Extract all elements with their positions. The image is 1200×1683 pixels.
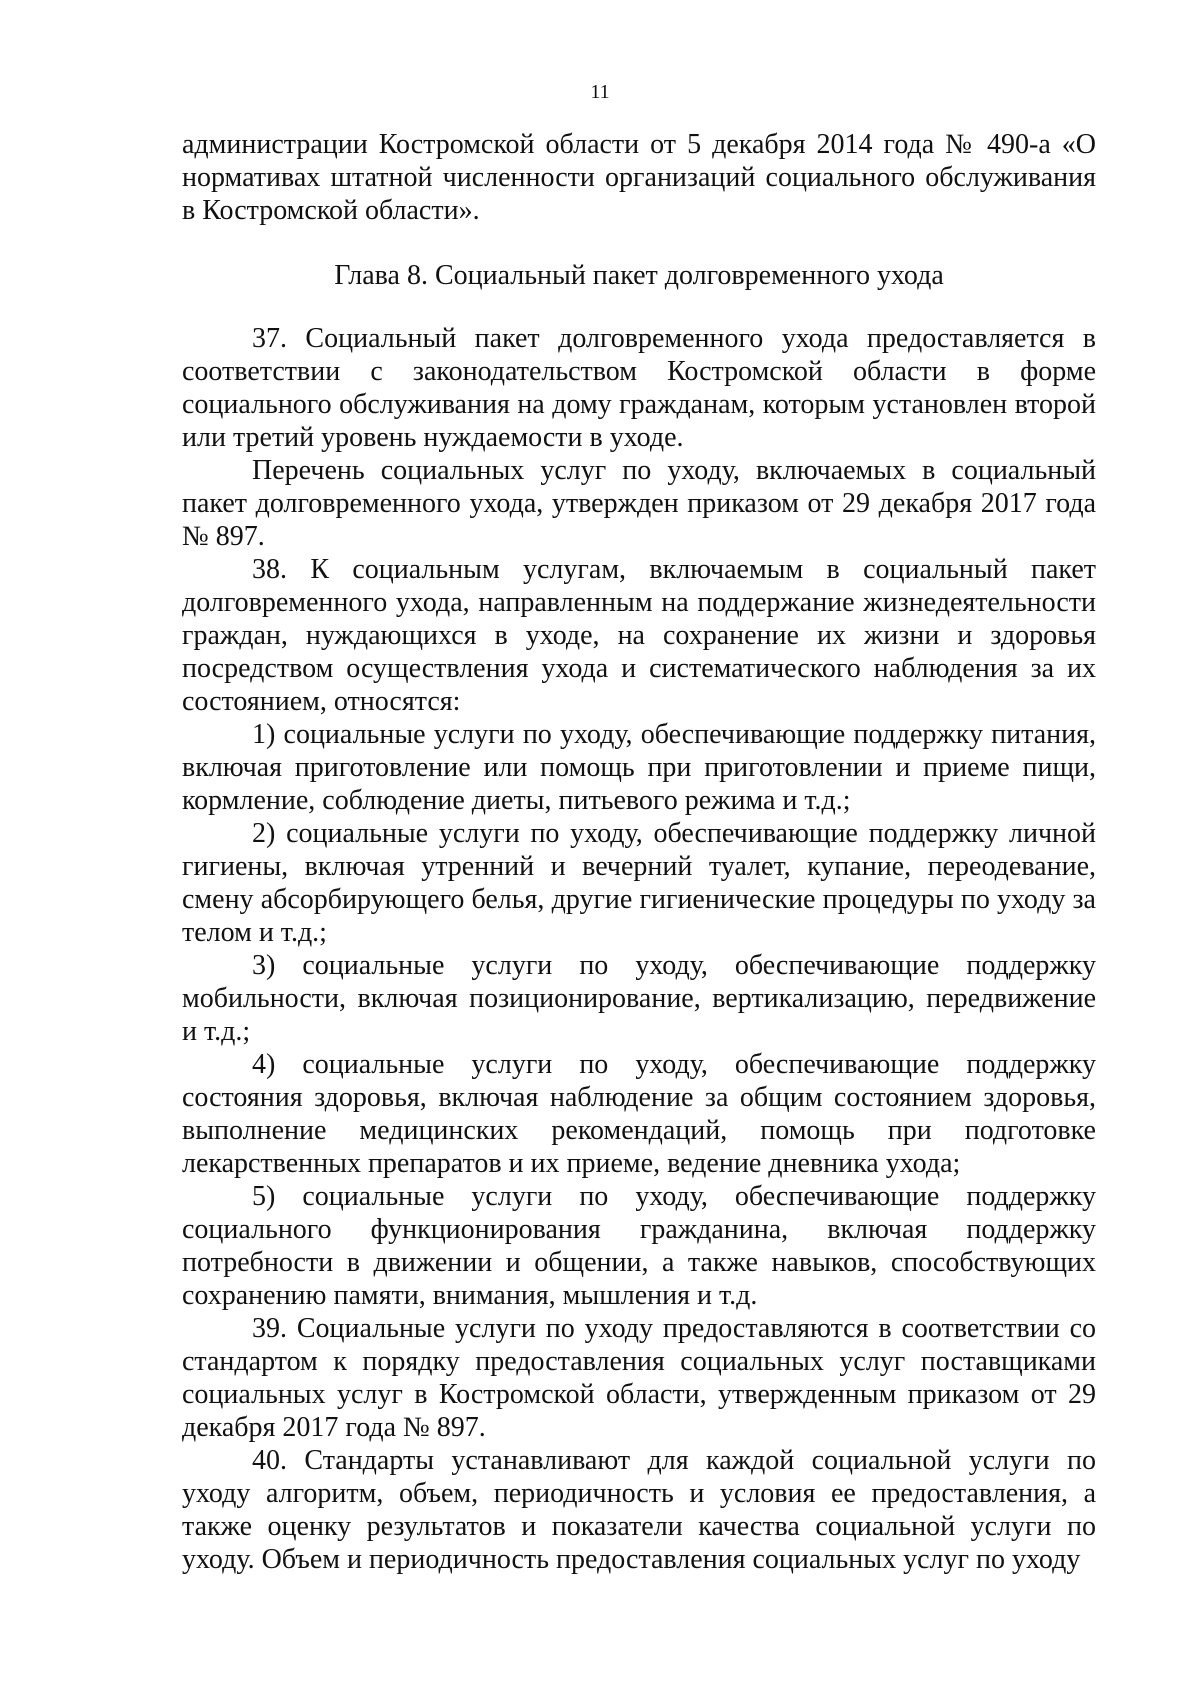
paragraph-37: 37. Социальный пакет долговременного ухода предоставляется в соответствии с законодательством Костромской области в форме социального обслуживания на дому гражданам, которым установлен второй или третий уровень нуждаемости в уходе. xyxy=(182,323,1096,453)
list-item-2: 2) социальные услуги по уходу, обеспечивающие поддержку личной гигиены, включая утренний и вечерний туалет, купание, переодевание, смену абсорбирующего белья, другие гигиенические процедуры по уходу за телом и т.д.; xyxy=(182,818,1096,948)
chapter-heading: Глава 8. Социальный пакет долговременного ухода xyxy=(334,260,944,291)
paragraph-37-list: Перечень социальных услуг по уходу, включаемых в социальный пакет долговременного ухода, утвержден приказом от 29 декабря 2017 года № 897. xyxy=(182,455,1096,552)
list-item-3: 3) социальные услуги по уходу, обеспечивающие поддержку мобильности, включая позиционирование, вертикализацию, передвижение и т.д.; xyxy=(182,950,1096,1047)
paragraph-38: 38. К социальным услугам, включаемым в социальный пакет долговременного ухода, направленным на поддержание жизнедеятельности граждан, нуждающихся в уходе, на сохранение их жизни и здоровья посредством осуществления ухода и систематического наблюдения за их состоянием, относятся: xyxy=(182,554,1096,717)
paragraph-39: 39. Социальные услуги по уходу предоставляются в соответствии со стандартом к порядку предоставления социальных услуг поставщиками социальных услуг в Костромской области, утвержденным приказом от 29 декабря 2017 года № 897. xyxy=(182,1313,1096,1443)
list-item-1: 1) социальные услуги по уходу, обеспечивающие поддержку питания, включая приготовление или помощь при приготовлении и приеме пищи, кормление, соблюдение диеты, питьевого режима и т.д.; xyxy=(182,719,1096,816)
paragraph-continuation: администрации Костромской области от 5 декабря 2014 года № 490-а «О нормативах штатной численности организаций социального обслуживания в Костромской области». xyxy=(182,129,1096,226)
paragraph-40: 40. Стандарты устанавливают для каждой социальной услуги по уходу алгоритм, объем, периодичность и условия ее предоставления, а также оценку результатов и показатели качества социальной услуги по уходу. Объем и периодичность предоставления социальных услуг по уходу xyxy=(182,1445,1096,1575)
page-number: 11 xyxy=(590,81,610,103)
document-body xyxy=(182,128,1096,1576)
list-item-4: 4) социальные услуги по уходу, обеспечивающие поддержку состояния здоровья, включая наблюдение за общим состоянием здоровья, выполнение медицинских рекомендаций, помощь при подготовке лекарственных препаратов и их приеме, ведение дневника ухода; xyxy=(182,1049,1096,1179)
list-item-5: 5) социальные услуги по уходу, обеспечивающие поддержку социального функционирования гражданина, включая поддержку потребности в движении и общении, а также навыков, способствующих сохранению памяти, внимания, мышления и т.д. xyxy=(182,1181,1096,1311)
